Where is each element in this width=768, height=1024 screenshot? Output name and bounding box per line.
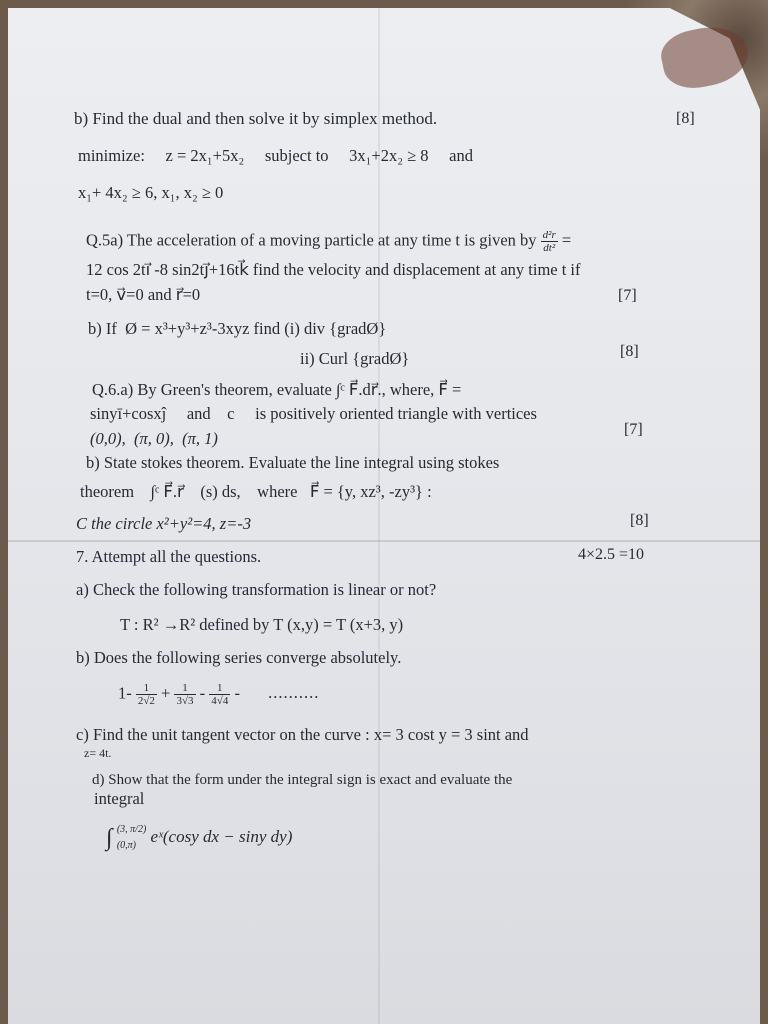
q4b-title: b) Find the dual and then solve it by simplex method. <box>74 109 438 128</box>
series-term-2-num: 1 <box>174 682 195 695</box>
q6a-line1: Q.6.a) By Green's theorem, evaluate ∫ᶜ F⃗.dr⃗., where, F⃗ = <box>92 380 462 399</box>
q7d-line2: integral <box>94 789 145 808</box>
q7c-line1: c) Find the unit tangent vector on the curve : x= 3 cost y = 3 sint and <box>76 725 529 744</box>
q5a-line1 <box>86 229 571 254</box>
series-op-1: + <box>161 683 171 703</box>
series-term-2 <box>174 682 195 707</box>
q6a-line2: sinyī+cosxĵ and c is positively oriented triangle with vertices <box>90 404 537 423</box>
q6b-line1: b) State stokes theorem. Evaluate the line integral using stokes <box>86 453 500 472</box>
series-op-2: - <box>199 683 206 703</box>
series-term-1 <box>136 682 157 707</box>
q7a-line1: a) Check the following transformation is linear or not? <box>76 580 437 599</box>
q5b-line1: b) If Ø = x³+y³+z³-3xyz find (i) div {gradØ} <box>88 319 387 338</box>
q6b-line3: C the circle x²+y²=4, z=-3 <box>76 514 252 533</box>
q5b-marks: [8] <box>620 343 639 360</box>
paper-fold <box>8 540 760 542</box>
integral-lower-limit: (0,π) <box>116 840 136 851</box>
q5a-line3: t=0, v⃗=0 and r⃗=0 <box>86 285 201 304</box>
q5a-frac-num: d²r <box>542 229 556 241</box>
q7d-line1: d) Show that the form under the integral sign is exact and evaluate the <box>92 772 513 788</box>
series-term-1-den: 2√2 <box>137 695 155 708</box>
q5b-line2: ii) Curl {gradØ} <box>300 349 410 368</box>
series-term-3-den: 4√4 <box>211 695 229 708</box>
q7b-line1: b) Does the following series converge absolutely. <box>76 648 402 667</box>
integral-integrand: eˣ(cosy dx − siny dy) <box>150 826 293 846</box>
series-term-2-den: 3√3 <box>176 695 194 708</box>
q7b-series <box>118 682 319 707</box>
q5a-equals: = <box>561 230 572 250</box>
series-dots: .......... <box>268 683 320 703</box>
series-lead: 1- <box>118 683 132 703</box>
integral-limits <box>117 822 146 854</box>
q5a-line2: 12 cos 2ti⃗ -8 sin2tj⃗+16tk⃗ find the velocity and displacement at any time t if <box>86 260 581 279</box>
q4b-constraints: x₁+ 4x₂ ≥ 6, x₁, x₂ ≥ 0 <box>78 183 224 202</box>
q6b-marks: [8] <box>630 512 649 529</box>
q5a-text: Q.5a) The acceleration of a moving particle at any time t is given by <box>86 230 537 250</box>
q7-title: 7. Attempt all the questions. <box>76 547 262 566</box>
integral-sign: ∫ <box>106 825 113 851</box>
q6a-vertices: (0,0), (π, 0), (π, 1) <box>90 429 218 448</box>
q7a-line2: T : R² →R² defined by T (x,y) = T (x+3, y) <box>120 615 404 634</box>
q5a-frac-den: dt² <box>543 242 556 255</box>
series-tail: - <box>234 683 240 703</box>
q4b-marks: [8] <box>676 110 695 127</box>
q7d-integral <box>106 822 292 854</box>
q7-marks: 4×2.5 =10 <box>578 546 645 563</box>
series-term-1-num: 1 <box>136 682 157 695</box>
q6b-line2: theorem ∫ᶜ F⃗.r⃗ (s) ds, where F⃗ = {y, xz³, -zy³} : <box>80 482 432 501</box>
q7c-line2: z= 4t. <box>84 746 112 760</box>
q6a-marks: [7] <box>624 421 643 438</box>
integral-upper-limit: (3, π/2) <box>116 824 147 835</box>
q5a-fraction <box>541 229 558 254</box>
series-term-3-num: 1 <box>209 682 230 695</box>
q4b-objective: minimize: z = 2x₁+5x₂ subject to 3x₁+2x₂ ≥ 8 and <box>78 146 473 165</box>
q5a-marks: [7] <box>618 287 637 304</box>
series-term-3 <box>209 682 230 707</box>
